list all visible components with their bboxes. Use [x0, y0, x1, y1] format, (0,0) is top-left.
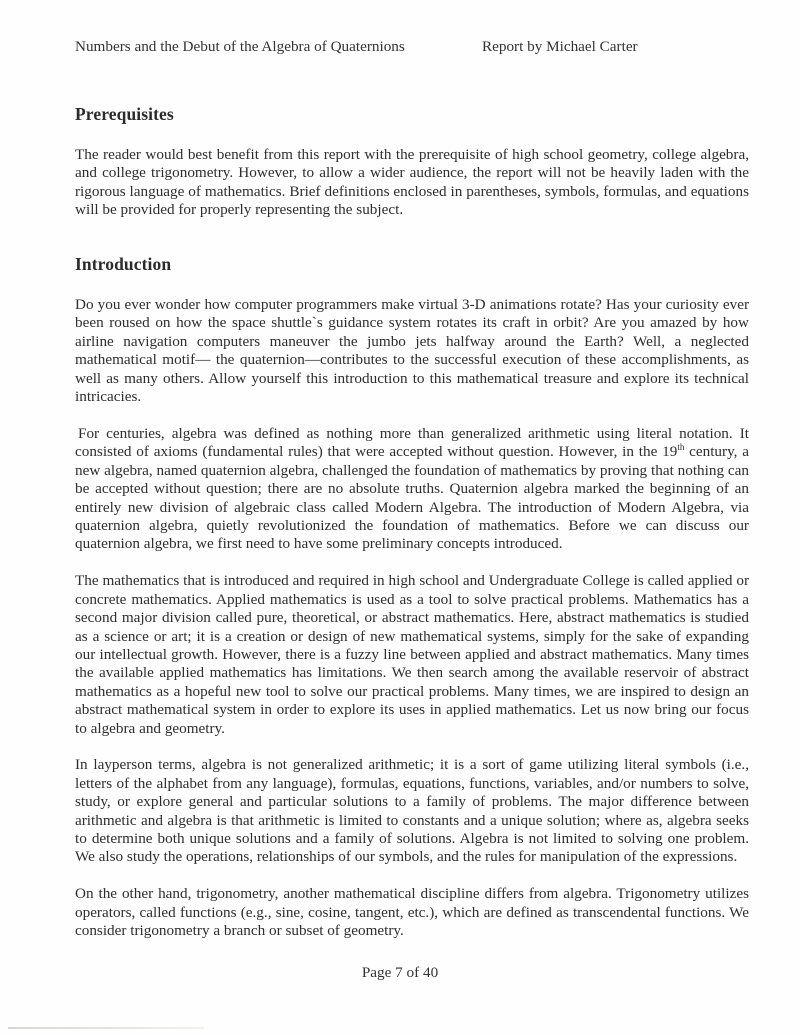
document-author: Report by Michael Carter [482, 38, 638, 55]
paragraph [75, 425, 749, 554]
paragraph: The mathematics that is introduced and required in high school and Undergraduate College is called applied or concrete mathematics. Applied mathematics is used as a tool to solve practical problems. Mathematics has a second major division called pure, theoretical, or abstract mathematics. Here, abstract mathematics is studied as a science or art; it is a creation or design of new mathematical systems, simply for the sake of expanding our intellectual growth. However, there is a fuzzy line between applied and abstract mathematics. Many times the available applied mathematics has limitations. We then search among the available reservoir of abstract mathematics as a hopeful new tool to solve our practical problems. Many times, we are inspired to design an abstract mathematical system in order to explore its uses in applied mathematics. Let us now bring our focus to algebra and geometry. [75, 572, 749, 737]
paragraph: In layperson terms, algebra is not generalized arithmetic; it is a sort of game utilizing literal symbols (i.e., letters of the alphabet from any language), formulas, equations, functions, variables, and/or numbers to solve, study, or explore general and particular solutions to a family of problems. The major difference between arithmetic and algebra is that arithmetic is limited to constants and a unique solution; where as, algebra seeks to determine both unique solutions and a family of solutions. Algebra is not limited to solving one problem. We also study the operations, relationships of our symbols, and the rules for manipulation of the expressions. [75, 756, 749, 866]
paragraph: The reader would best benefit from this report with the prerequisite of high school geometry, college algebra, and college trigonometry. However, to allow a wider audience, the report will not be heavily laden with the rigorous language of mathematics. Brief definitions enclosed in parentheses, symbols, formulas, and equations will be provided for properly representing the subject. [75, 146, 749, 219]
scan-edge-line [8, 1027, 204, 1029]
paragraph: Do you ever wonder how computer programmers make virtual 3-D animations rotate? Has your curiosity ever been roused on how the space shuttle`s guidance system rotates its craft in orbit? Are you amazed by how airline navigation computers maneuver the jumbo jets halfway around the Earth? Well, a neglected mathematical motif— the quaternion—contributes to the successful execution of these accomplishments, as well as many others. Allow yourself this introduction to this mathematical treasure and explore its technical intricacies. [75, 296, 749, 406]
paragraph-text: For centuries, algebra was defined as nothing more than generalized arithmetic using literal notation. It consisted of axioms (fundamental rules) that were accepted without question. However, in the 19 [75, 424, 749, 461]
section-introduction [75, 254, 749, 959]
section-heading-prerequisites: Prerequisites [75, 104, 174, 124]
paragraph: On the other hand, trigonometry, another mathematical discipline differs from algebra. Trigonometry utilizes operators, called functions (e.g., sine, cosine, tangent, etc.), which are defined as transcendental functions. We consider trigonometry a branch or subset of geometry. [75, 885, 749, 940]
document-title: Numbers and the Debut of the Algebra of Quaternions [75, 38, 405, 55]
section-prerequisites [75, 104, 749, 220]
superscript: th [677, 442, 685, 453]
section-heading-introduction: Introduction [75, 254, 172, 274]
page-number: Page 7 of 40 [361, 964, 439, 981]
paragraph-text: century, a new algebra, named quaternion algebra, challenged the foundation of mathematics by proving that nothing can be accepted without question; there are no absolute truths. Quaternion algebra marked the beginning of an entirely new division of algebraic class called Modern Algebra. The introduction of Modern Algebra, via quaternion algebra, quietly revolutionized the foundation of mathematics. Before we can discuss our quaternion algebra, we first need to have some preliminary concepts introduced. [75, 443, 749, 553]
